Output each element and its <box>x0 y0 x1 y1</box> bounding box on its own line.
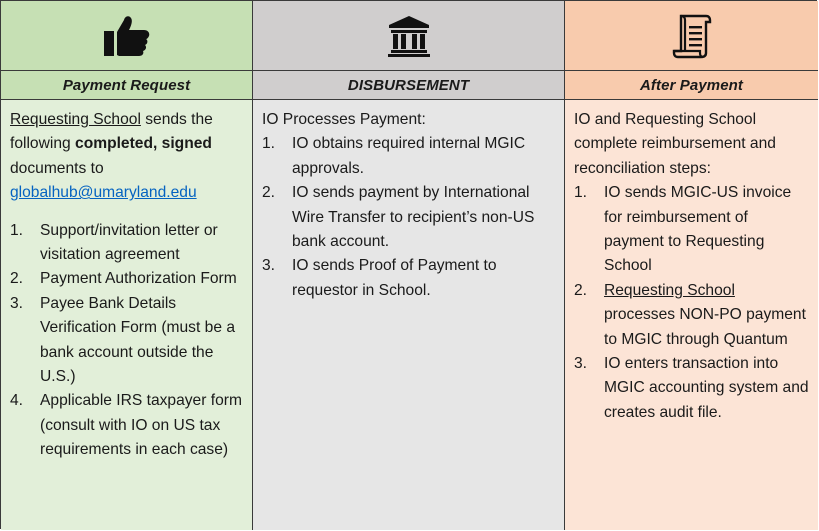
payment-request-intro <box>10 108 244 206</box>
list-item-number: 4. <box>10 392 24 410</box>
intro-text-a: sends the following <box>10 111 213 153</box>
list-item <box>574 352 810 425</box>
bank-building-icon <box>387 15 431 57</box>
requesting-school-label: Requesting School <box>10 111 141 128</box>
list-item-text <box>604 279 810 352</box>
list-item-text: Support/invitation letter or visitation agreement <box>40 221 218 264</box>
list-item-text: IO sends MGIC-US invoice for reimbursement of payment to Requesting School <box>604 184 792 275</box>
after-payment-intro: IO and Requesting School complete reimbursement and reconciliation steps: <box>574 111 776 177</box>
list-item <box>574 181 810 279</box>
list-item-number: 1. <box>262 135 276 153</box>
intro-text-b: documents to <box>10 159 104 177</box>
body-disbursement <box>253 100 565 530</box>
globalhub-email-link[interactable]: globalhub@umaryland.edu <box>10 184 197 202</box>
list-item <box>262 132 556 181</box>
list-item-text: Payee Bank Details Verification Form (must be a bank account outside the U.S.) <box>40 294 235 386</box>
list-item-text: IO sends payment by International Wire Transfer to recipient’s non-US bank account. <box>292 184 535 251</box>
list-item-number: 2. <box>574 281 588 299</box>
list-item-text: IO sends Proof of Payment to requestor in School. <box>292 257 497 299</box>
list-item-text: IO enters transaction into MGIC accounting system and creates audit file. <box>604 355 809 421</box>
icon-cell-after-payment <box>565 1 818 71</box>
list-item <box>262 181 556 254</box>
list-item-number: 2. <box>10 270 24 288</box>
list-item <box>574 279 810 352</box>
intro-bold: completed, signed <box>75 135 212 153</box>
disbursement-intro: IO Processes Payment: <box>262 111 426 128</box>
list-item-number: 3. <box>10 294 24 312</box>
icon-cell-disbursement <box>253 1 565 71</box>
body-payment-request <box>1 100 253 530</box>
list-item-text: Payment Authorization Form <box>40 270 237 288</box>
thumbs-up-icon <box>102 14 152 58</box>
disbursement-list <box>262 132 556 303</box>
requesting-school-label: Requesting School <box>604 281 735 299</box>
list-item-number: 1. <box>574 184 588 202</box>
list-item <box>10 389 244 462</box>
header-disbursement: DISBURSEMENT <box>253 71 565 100</box>
icon-cell-payment-request <box>1 1 253 71</box>
header-after-payment: After Payment <box>565 71 818 100</box>
list-item-number: 3. <box>262 257 276 275</box>
payment-request-list <box>10 219 244 463</box>
list-item-text: Applicable IRS taxpayer form (consult with IO on US tax requirements in each case) <box>40 392 242 459</box>
list-item <box>10 219 244 268</box>
list-item <box>10 292 244 390</box>
header-payment-request: Payment Request <box>1 71 253 100</box>
body-after-payment <box>565 100 818 530</box>
list-item-text-rest: processes NON-PO payment to MGIC through Quantum <box>604 306 806 348</box>
after-payment-list <box>574 181 810 425</box>
list-item-number: 2. <box>262 184 276 202</box>
list-item <box>262 254 556 303</box>
list-item-text: IO obtains required internal MGIC approvals. <box>292 135 526 177</box>
list-item <box>10 267 244 291</box>
list-item-number: 3. <box>574 355 588 373</box>
list-item-number: 1. <box>10 221 24 239</box>
scroll-document-icon <box>672 13 712 59</box>
